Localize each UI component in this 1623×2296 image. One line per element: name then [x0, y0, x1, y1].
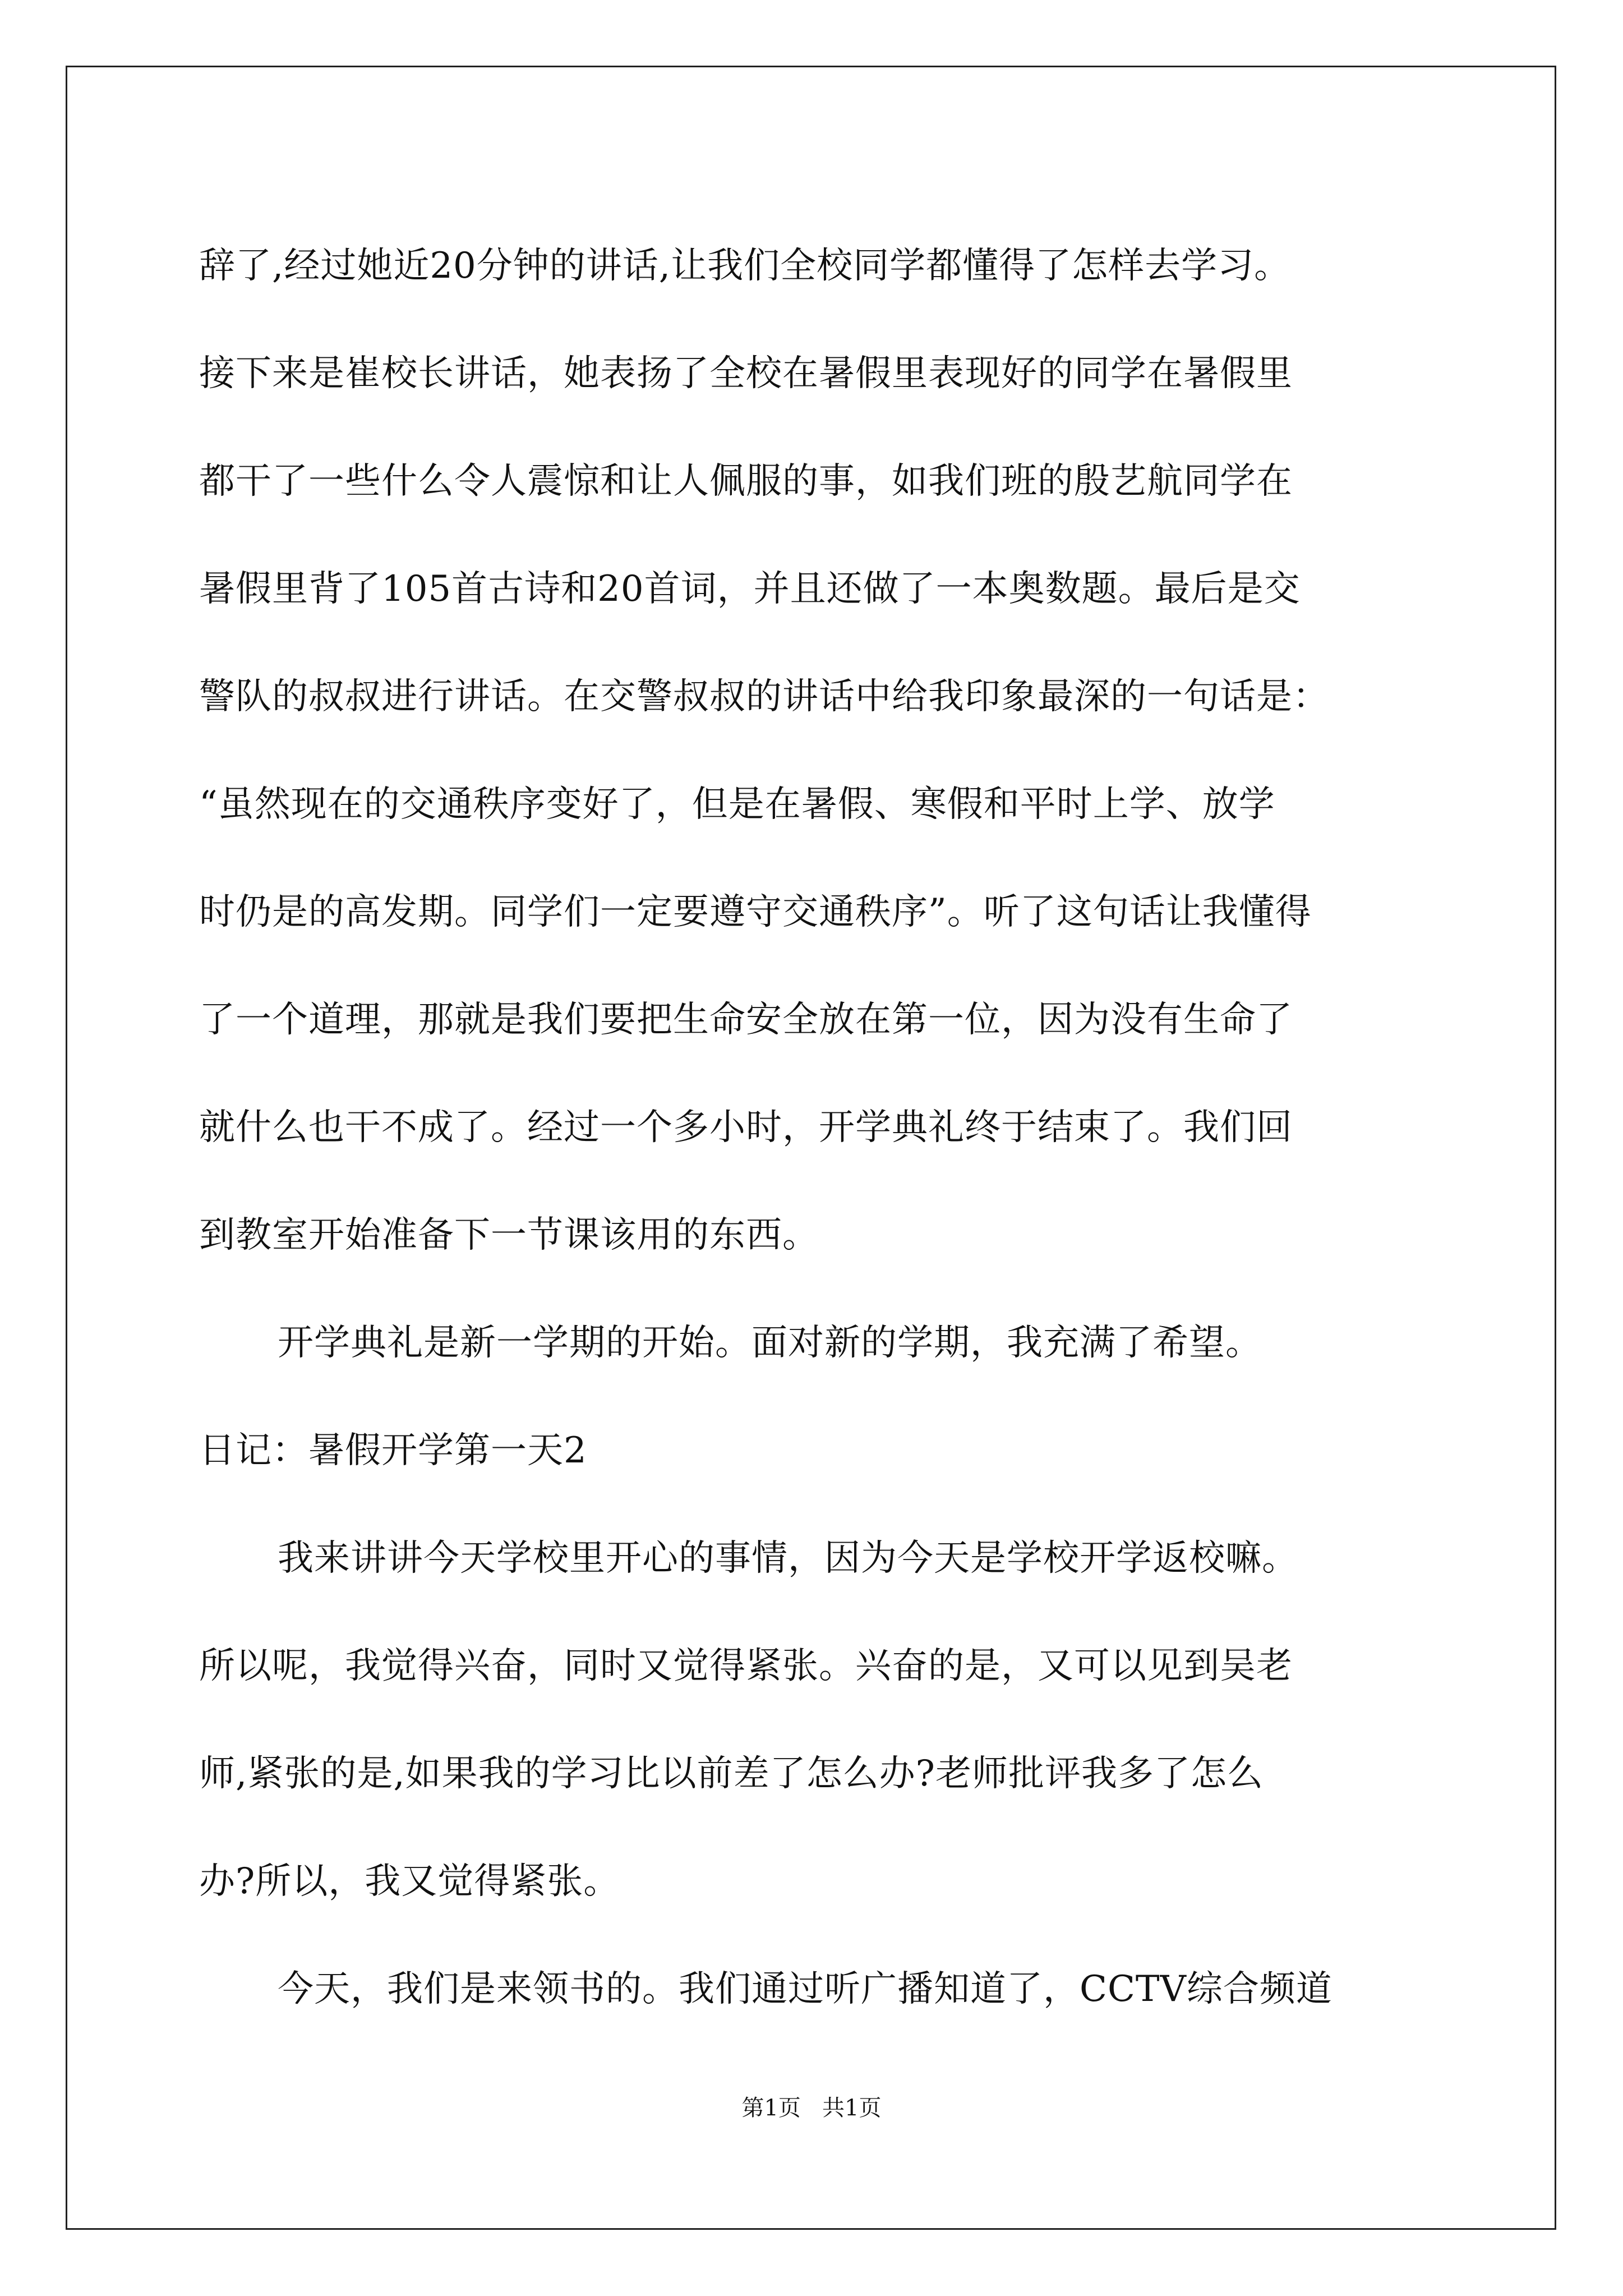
text-line: 时仍是的高发期。同学们一定要遵守交通秩序”。听了这句话让我懂得	[199, 891, 1312, 933]
text-line: 办?所以，我又觉得紧张。	[199, 1861, 620, 1902]
text-line: “虽然现在的交通秩序变好了，但是在暑假、寒假和平时上学、放学	[199, 784, 1275, 825]
text-line: 到教室开始准备下一节课该用的东西。	[199, 1214, 819, 1256]
text-line: 都干了一些什么令人震惊和让人佩服的事，如我们班的殷艺航同学在	[199, 461, 1293, 502]
text-line: 所以呢，我觉得兴奋，同时又觉得紧张。兴奋的是，又可以见到吴老	[199, 1645, 1293, 1687]
document-body	[199, 212, 1433, 2043]
section-heading: 日记：暑假开学第一天2	[199, 1430, 587, 1471]
page-footer: 第1页 共1页	[741, 2095, 882, 2121]
text-line: 暑假里背了105首古诗和20首词，并且还做了一本奥数题。最后是交	[199, 568, 1301, 610]
text-line: 警队的叔叔进行讲话。在交警叔叔的讲话中给我印象最深的一句话是：	[199, 676, 1329, 717]
text-line: 就什么也干不成了。经过一个多小时，开学典礼终于结束了。我们回	[199, 1107, 1293, 1148]
text-line: 了一个道理，那就是我们要把生命安全放在第一位，因为没有生命了	[199, 999, 1293, 1041]
text-line: 接下来是崔校长讲话，她表扬了全校在暑假里表现好的同学在暑假里	[199, 353, 1293, 394]
paragraph-start-line: 开学典礼是新一学期的开始。面对新的学期，我充满了希望。	[278, 1322, 1262, 1364]
paragraph-start-line: 今天，我们是来领书的。我们通过听广播知道了，CCTV综合频道	[278, 1968, 1332, 2010]
text-line: 辞了,经过她近20分钟的讲话,让我们全校同学都懂得了怎样去学习。	[199, 245, 1291, 287]
paragraph-start-line: 我来讲讲今天学校里开心的事情，因为今天是学校开学返校嘛。	[278, 1538, 1298, 1579]
text-line: 师,紧张的是,如果我的学习比以前差了怎么办?老师批评我多了怎么	[199, 1753, 1264, 1795]
